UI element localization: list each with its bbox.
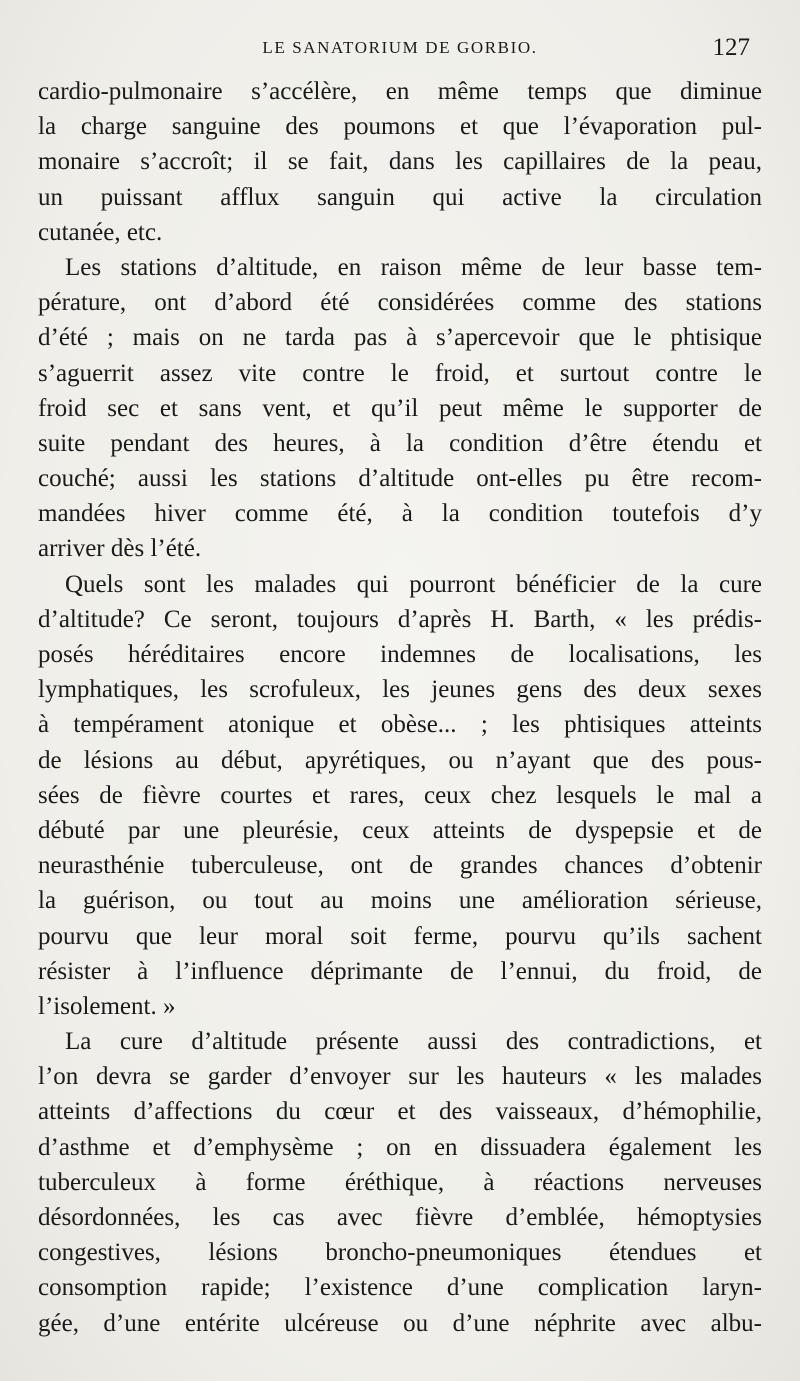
- text-line: d’altitude? Ce seront, toujours d’après H. Barth, « les prédis-: [38, 605, 762, 633]
- text-line: cutanée, etc.: [38, 218, 163, 246]
- paragraph-3: [38, 567, 762, 1024]
- text-line: d’asthme et d’emphysème ; on en dissuadera également les: [38, 1133, 762, 1161]
- page-number: 127: [712, 34, 750, 61]
- text-line: atteints d’affections du cœur et des vaisseaux, d’hémophilie,: [38, 1098, 762, 1126]
- text-line: cardio-pulmonaire s’accélère, en même temps que diminue: [38, 78, 762, 105]
- text-line: monaire s’accroît; il se fait, dans les capillaires de la peau,: [38, 148, 762, 176]
- text-line: sées de fièvre courtes et rares, ceux chez lesquels le mal a: [38, 781, 762, 809]
- text-line: s’aguerrit assez vite contre le froid, et surtout contre le: [38, 359, 762, 387]
- text-line: désordonnées, les cas avec fièvre d’emblée, hémoptysies: [38, 1204, 762, 1231]
- paragraph-1: [38, 74, 762, 250]
- running-head: [0, 34, 800, 64]
- text-line: lymphatiques, les scrofuleux, les jeunes gens des deux sexes: [38, 676, 762, 704]
- paragraph-4: [38, 1024, 762, 1341]
- text-line: Les stations d’altitude, en raison même de leur basse tem-: [65, 253, 762, 281]
- text-line: tuberculeux à forme éréthique, à réactions nerveuses: [38, 1168, 762, 1196]
- text-line: mandées hiver comme été, à la condition toutefois d’y: [38, 500, 762, 528]
- text-line: pérature, ont d’abord été considérées comme des stations: [38, 289, 762, 317]
- text-line: d’été ; mais on ne tarda pas à s’apercevoir que le phtisique: [38, 324, 762, 352]
- text-line: résister à l’influence déprimante de l’ennui, du froid, de: [38, 957, 762, 985]
- text-line: froid sec et sans vent, et qu’il peut même le supporter de: [38, 394, 762, 422]
- body-text: [38, 74, 762, 1341]
- text-line: débuté par une pleurésie, ceux atteints de dyspepsie et de: [38, 816, 762, 844]
- text-line: la charge sanguine des poumons et que l’évaporation pul-: [38, 113, 762, 141]
- text-line: couché; aussi les stations d’altitude ont-elles pu être recom-: [38, 465, 762, 493]
- text-line: La cure d’altitude présente aussi des contradictions, et: [65, 1028, 762, 1056]
- text-line: congestives, lésions broncho-pneumoniques étendues et: [38, 1239, 762, 1267]
- text-line: consomption rapide; l’existence d’une complication laryn-: [38, 1274, 762, 1302]
- text-line: Quels sont les malades qui pourront bénéficier de la cure: [65, 570, 762, 598]
- text-line: un puissant afflux sanguin qui active la circulation: [38, 183, 762, 211]
- text-line: la guérison, ou tout au moins une amélioration sérieuse,: [38, 887, 762, 915]
- running-title: LE SANATORIUM DE GORBIO.: [262, 38, 538, 57]
- text-line: pourvu que leur moral soit ferme, pourvu qu’ils sachent: [38, 922, 762, 950]
- text-line: de lésions au début, apyrétiques, ou n’ayant que des pous-: [38, 746, 762, 774]
- text-line: l’isolement. »: [38, 992, 176, 1020]
- text-line: l’on devra se garder d’envoyer sur les hauteurs « les malades: [38, 1063, 762, 1091]
- text-line: gée, d’une entérite ulcéreuse ou d’une néphrite avec albu-: [38, 1309, 762, 1337]
- paragraph-2: [38, 250, 762, 567]
- text-line: suite pendant des heures, à la condition d’être étendu et: [38, 429, 762, 457]
- text-line: arriver dès l’été.: [38, 535, 202, 563]
- text-line: à tempérament atonique et obèse... ; les phtisiques atteints: [38, 711, 762, 739]
- text-line: posés héréditaires encore indemnes de localisations, les: [38, 641, 762, 668]
- text-line: neurasthénie tuberculeuse, ont de grandes chances d’obtenir: [38, 852, 762, 880]
